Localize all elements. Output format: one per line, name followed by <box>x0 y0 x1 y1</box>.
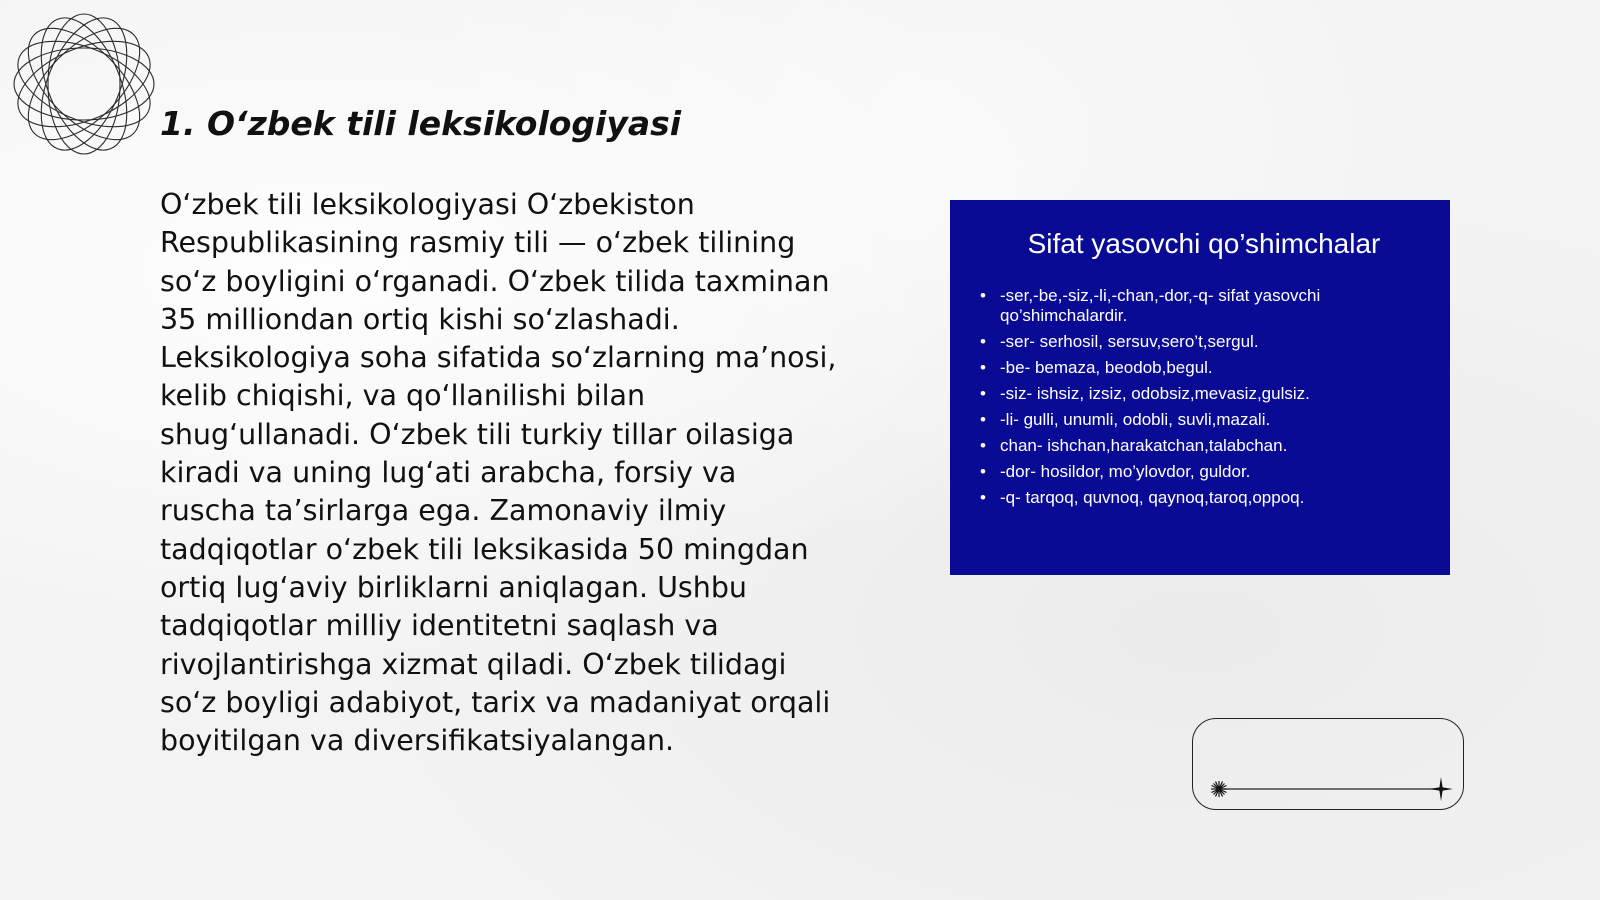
list-item: • -be- bemaza, beodob,begul. <box>980 358 1428 378</box>
ornament-ellipse <box>10 10 158 158</box>
ornament-ellipse <box>48 14 120 154</box>
list-item: • -siz- ishsiz, izsiz, odobsiz,mevasiz,gulsiz. <box>980 384 1428 404</box>
slide-body-text: O‘zbek tili leksikologiyasi O‘zbekiston Respublikasining rasmiy tili — o‘zbek tilining so‘z boyligini o‘rganadi. O‘zbek tilida taxminan 35 milliondan ortiq kishi so‘zlashadi. Leksikologiya soha sifatida so‘zlarning ma’nosi, kelib chiqishi, va qo‘llanilishi bilan shug‘ullanadi. O‘zbek tili turkiy tillar oilasiga kiradi va uning lug‘ati arabcha, forsiy va ruscha ta’sirlarga ega. Zamonaviy ilmiy tadqiqotlar o‘zbek tili leksikasida 50 mingdan ortiq lug‘aviy birliklarni aniqlagan. Ushbu tadqiqotlar milliy identitetni saqlash va rivojlantirishga xizmat qiladi. O‘zbek tilidagi so‘z boyligi adabiyot, tarix va madaniyat orqali boyitilgan va diversifikatsiyalangan. <box>160 188 837 758</box>
slide-title: 1. O‘zbek tili leksikologiyasi <box>160 104 682 143</box>
circular-ring-ornament-icon <box>10 10 158 158</box>
suffix-image-card <box>950 200 1450 575</box>
ornament-ellipse <box>10 24 158 144</box>
ornament-ellipse <box>14 48 154 120</box>
list-item: • -li- gulli, unumli, odobli, suvli,mazali. <box>980 410 1428 430</box>
ornament-ellipse <box>10 10 158 158</box>
star-cross-icon <box>1429 777 1453 801</box>
list-item: • -dor- hosildor, mo’ylovdor, guldor. <box>980 462 1428 482</box>
list-item: • -ser,-be,-siz,-li,-chan,-dor,-q- sifat yasovchi qo’shimchalardir. <box>980 286 1428 326</box>
image-card-list <box>980 286 1428 508</box>
decorative-line-widget <box>1192 718 1464 810</box>
sparkle-icon <box>1211 781 1227 797</box>
image-card-heading: Sifat yasovchi qo’shimchalar <box>1027 228 1381 259</box>
ornament-ellipse <box>24 10 144 158</box>
ornament-ellipse <box>10 24 158 144</box>
list-item: • -q- tarqoq, quvnoq, qaynoq,taroq,oppoq. <box>980 488 1428 508</box>
list-item: • chan- ishchan,harakatchan,talabchan. <box>980 436 1428 456</box>
list-item: • -ser- serhosil, sersuv,sero’t,sergul. <box>980 332 1428 352</box>
ornament-ellipse <box>24 10 144 158</box>
